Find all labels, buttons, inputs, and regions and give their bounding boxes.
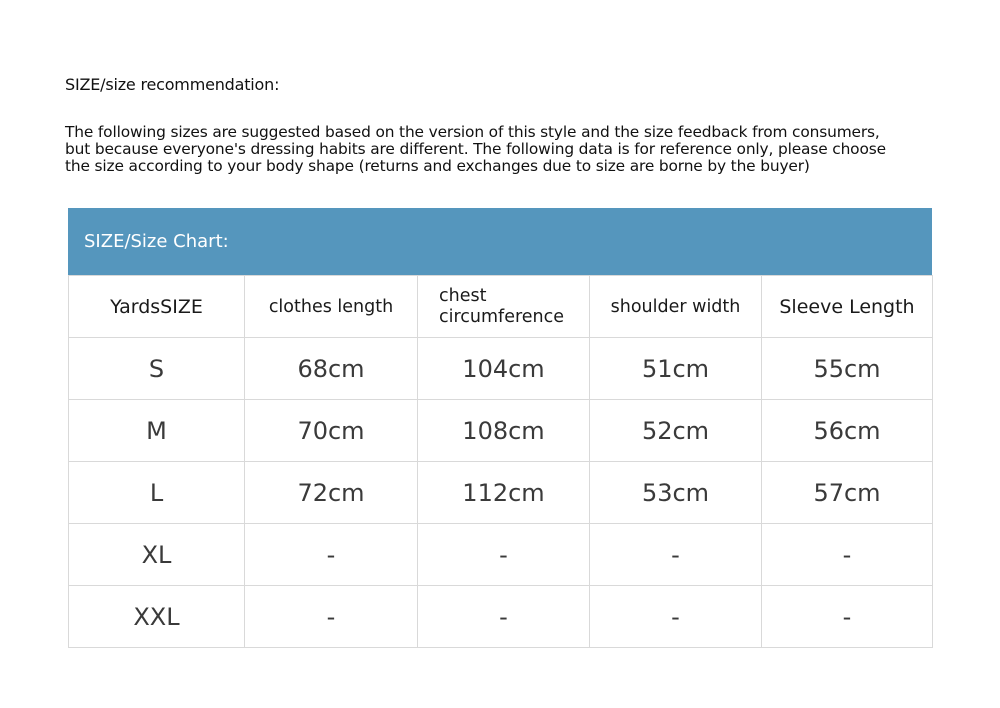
column-header-size: YardsSIZE <box>69 276 245 338</box>
size-cell: L <box>69 462 245 524</box>
table-cell: 56cm <box>762 400 933 462</box>
table-cell: 112cm <box>418 462 590 524</box>
table-row <box>69 586 933 648</box>
table-cell: 108cm <box>418 400 590 462</box>
table-row <box>69 462 933 524</box>
size-recommendation-heading: SIZE/size recommendation: <box>65 75 280 94</box>
table-cell: 55cm <box>762 338 933 400</box>
table-row <box>69 400 933 462</box>
size-recommendation-text <box>65 124 945 175</box>
table-cell: 53cm <box>590 462 762 524</box>
column-header-clothes-length: clothes length <box>245 276 418 338</box>
size-cell: M <box>69 400 245 462</box>
table-cell: - <box>590 586 762 648</box>
table-cell: - <box>245 586 418 648</box>
table-cell: 72cm <box>245 462 418 524</box>
table-header-row <box>69 276 933 338</box>
table-cell: 70cm <box>245 400 418 462</box>
table-cell: 52cm <box>590 400 762 462</box>
column-header-chest-circumference: chest circumference <box>418 276 590 338</box>
size-cell: S <box>69 338 245 400</box>
size-chart-title: SIZE/Size Chart: <box>68 208 932 275</box>
column-header-shoulder-width: shoulder width <box>590 276 762 338</box>
intro-line: The following sizes are suggested based on the version of this style and the size feedback from consumers, <box>65 123 880 141</box>
size-cell: XL <box>69 524 245 586</box>
table-cell: 51cm <box>590 338 762 400</box>
table-cell: - <box>762 586 933 648</box>
table-row <box>69 524 933 586</box>
table-cell: 68cm <box>245 338 418 400</box>
table-cell: - <box>762 524 933 586</box>
intro-line: the size according to your body shape (returns and exchanges due to size are borne by the buyer) <box>65 157 810 175</box>
table-cell: 57cm <box>762 462 933 524</box>
column-header-sleeve-length: Sleeve Length <box>762 276 933 338</box>
table-cell: - <box>590 524 762 586</box>
intro-line: but because everyone's dressing habits are different. The following data is for reference only, please choose <box>65 140 886 158</box>
table-cell: 104cm <box>418 338 590 400</box>
size-cell: XXL <box>69 586 245 648</box>
table-cell: - <box>245 524 418 586</box>
table-cell: - <box>418 586 590 648</box>
table-cell: - <box>418 524 590 586</box>
size-table <box>68 275 933 648</box>
size-chart <box>68 208 932 648</box>
table-row <box>69 338 933 400</box>
